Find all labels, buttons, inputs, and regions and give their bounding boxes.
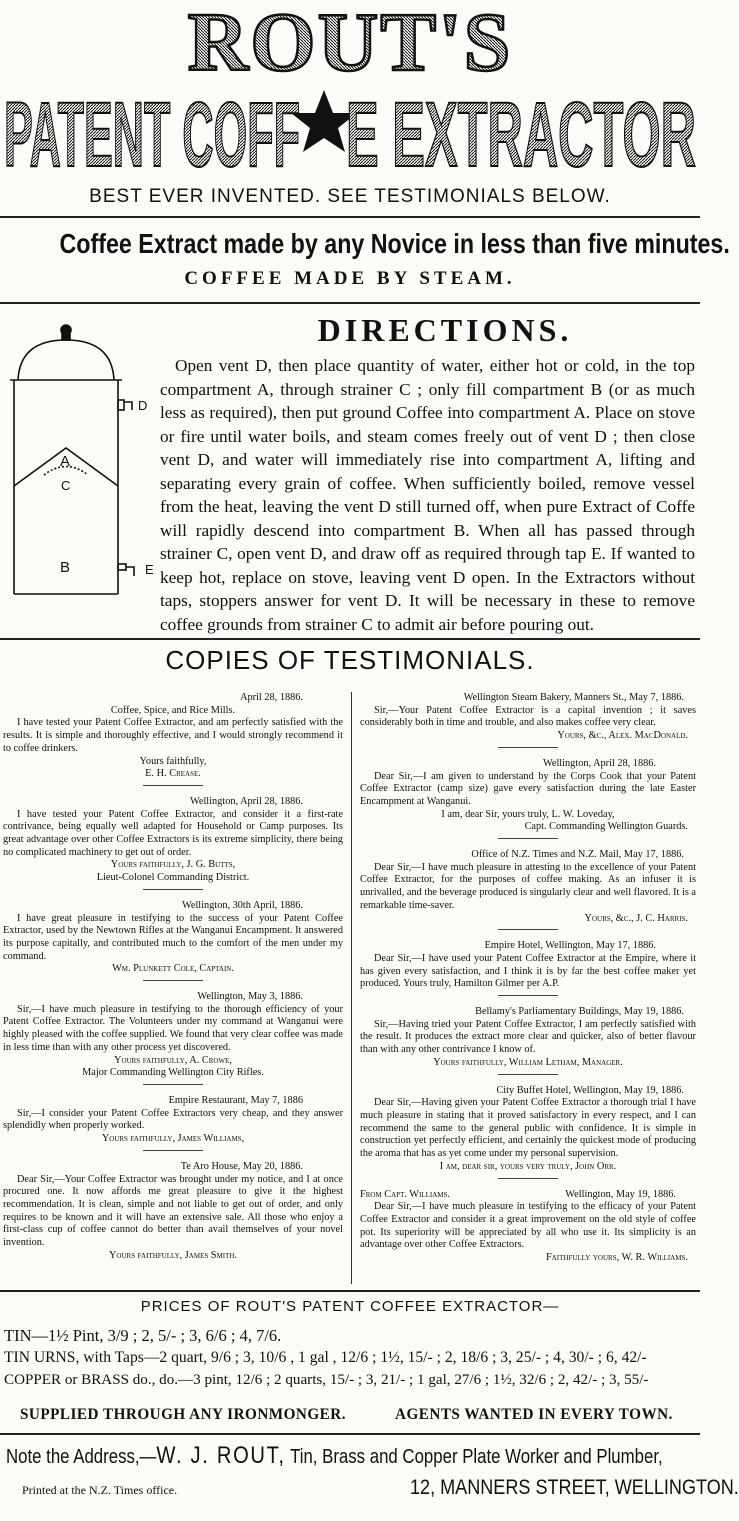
street-address: 12, MANNERS STREET, WELLINGTON. (410, 1476, 739, 1499)
note-prefix: Note the Address,— (6, 1446, 157, 1468)
divider (0, 302, 700, 304)
prices-title: PRICES OF ROUT'S PATENT COFFEE EXTRACTOR— (140, 1298, 560, 1315)
testimonial-signature: Yours, &c., J. C. Harris. (584, 912, 688, 924)
testimonial-signature: Yours faithfully, James Smith. (109, 1249, 237, 1261)
testimonial-date: Wellington, May 3, 1886. (197, 991, 303, 1003)
label-b: B (60, 559, 71, 576)
testimonial-from: From Capt. Williams. (360, 1188, 450, 1200)
testimonial (360, 758, 696, 839)
testimonial-date: Wellington Steam Bakery, Manners St., May 7, 1886. (463, 692, 684, 703)
price-line-copper: COPPER or BRASS do., do.—3 pint, 12/6 ; 2 quarts, 15/- ; 3, 21/- ; 1 gal, 27/6 ; 1½, 32/6 ; 2, 42/- ; 3, 55/- (4, 1372, 649, 1388)
testimonial-signature: Yours faithfully, William Letham, Manager. (433, 1056, 623, 1068)
product-title (0, 80, 700, 186)
testimonial-body: Dear Sir,—I have much pleasure in testifying to the efficacy of your Patent Coffee Extractor and consider it a great improvement on the old style of coffee pot. Its superiority will be appreciated by all who use it. Its simplicity is an advantage over other Coffee Extractors. (360, 1201, 696, 1251)
testimonial (360, 1085, 696, 1179)
testimonial-signature: Yours faithfully, A. Crowe, (114, 1054, 232, 1066)
testimonial-signature: Yours, &c., Alex. MacDonald. (557, 730, 688, 742)
testimonial-date: Wellington, May 19, 1886. (565, 1188, 676, 1200)
testimonial (3, 692, 343, 786)
label-d: D (138, 398, 148, 413)
testimonial-body: Dear Sir,—Your Coffee Extractor was brought under my notice, and I at once procured one. It now affords me great pleasure to give it the highest recommendation. It is clean, simple and not liable to get out of order, and only requires to be known and it will have an extensive sale. All those who enjoy a first-class cup of coffee cannot do better than avail themselves of your novel invention. (3, 1173, 343, 1249)
testimonial-signature: I am, dear sir, yours very truly, John Orr. (439, 1160, 617, 1172)
testimonial (360, 1189, 696, 1265)
testimonial-body: I have tested your Patent Coffee Extractor, and am perfectly satisfied with the results. It is simple and thoroughly effective, and I would strongly recommend it to coffee drinkers. (3, 717, 343, 754)
title-left-text: PATENT COFF (4, 84, 300, 186)
novice-headline: Coffee Extract made by any Novice in less than five minutes. (59, 228, 730, 259)
testimonial-body: Dear Sir,—I am given to understand by the Corps Cook that your Patent Coffee Extractor (camp size) gave every satisfaction during the late Easter Encampment at Wanganui. (360, 770, 696, 807)
testimonial-date: Wellington, 30th April, 1886. (181, 899, 303, 911)
printer-credit: Printed at the N.Z. Times office. (22, 1483, 178, 1497)
brand-text: ROUT'S (187, 0, 513, 89)
testimonial-signature: Faithfully yours, W. R. Williams. (546, 1252, 688, 1264)
testimonial (3, 1161, 343, 1263)
directions-text: Open vent D, then place quantity of water, either hot or cold, in the top compartment A, through strainer C ; only fill compartment B (or as much less as required), then put ground Coffee into compartment A. Place on stove or fire until water boils, and steam comes freely out of vent D ; then close vent D, and water will immediately rise into compartment A, lifting and separating every grain of coffee. When sufficiently boiled, remove vessel from the heat, leaving the vent D still turned off, when pure Extract of Coffe will rapidly descend into compartment B. When all has passed through strainer C, open vent D, and draw off as required through tap E. If wanted to keep hot, replace on stove, leaving vent D open. In the Extractors without taps, stoppers answer for vent D. It will be necessary in these to remove coffee grounds from strainer C to admit air before pouring out. (160, 356, 695, 634)
testimonial (360, 692, 696, 748)
testimonial-body: Sir,—I have much pleasure in testifying to the thorough efficiency of your Patent Coffee Extractor. The Volunteers under my command at Wanganui were highly pleased with the coffee supplied. We found that very clear coffee was made in less time than with any other process yet discovered. (3, 1003, 343, 1053)
title-right-text: E EXTRACTOR (346, 84, 696, 186)
price-line-urns: TIN URNS, with Taps—2 quart, 9/6 ; 3, 10/6 , 1 gal , 12/6 ; 1½, 15/- ; 2, 18/6 ; 3, 25/- ; 4, 30/- ; 6, 42/- (4, 1349, 647, 1366)
testimonial-title: Coffee, Spice, and Rice Mills. (110, 704, 236, 716)
brand-heading (0, 0, 700, 89)
testimonial-signature: Wm. Plunkett Cole, Captain. (112, 963, 234, 975)
coffee-extractor-diagram (0, 318, 158, 600)
price-line-tin: TIN—1½ Pint, 3/9 ; 2, 5/- ; 3, 6/6 ; 4, 7/6. (4, 1326, 282, 1345)
testimonial-body: Sir,—I consider your Patent Coffee Extractors very cheap, and they answer splendidly when properly worked. (3, 1107, 343, 1132)
tagline: BEST EVER INVENTED. SEE TESTIMONIALS BELOW. (89, 186, 611, 207)
directions-title: DIRECTIONS. (317, 312, 573, 348)
supplied-notice: SUPPLIED THROUGH ANY IRONMONGER. (20, 1406, 346, 1423)
testimonial-date: Wellington, April 28, 1886. (189, 795, 303, 807)
testimonial-body: Sir,—Your Patent Coffee Extractor is a capital invention ; it saves considerably both in time and trouble, and also makes coffee very clear. (360, 704, 696, 729)
testimonial-date: Bellamy's Parliamentary Buildings, May 19, 1886. (475, 1006, 684, 1018)
address-note (6, 1442, 663, 1470)
agents-notice: AGENTS WANTED IN EVERY TOWN. (395, 1406, 673, 1423)
testimonials-right-column (360, 692, 696, 1275)
testimonial-date: City Buffet Hotel, Wellington, May 19, 1886. (496, 1084, 684, 1096)
testimonial-body: I have great pleasure in testifying to the success of your Patent Coffee Extractor, used by the Newtown Rifles at the Wanganui Encampment. It answered its purpose capitally, and contributed much to the comfort of the men under my command. (3, 912, 343, 962)
testimonial-signature: Yours faithfully, J. G. Butts, (110, 859, 236, 871)
testimonial-signature: I am, dear Sir, yours truly, L. W. Loveday, (441, 808, 615, 820)
divider (0, 216, 700, 218)
testimonial (3, 991, 343, 1085)
testimonial-position: Capt. Commanding Wellington Guards. (524, 821, 688, 833)
note-name: W. J. ROUT, (156, 1442, 286, 1469)
divider (0, 638, 700, 640)
label-c: C (61, 478, 71, 493)
testimonial-date: Office of N.Z. Times and N.Z. Mail, May 17, 1886. (471, 849, 684, 861)
testimonial-date: Empire Restaurant, May 7, 1886 (168, 1094, 303, 1106)
testimonials-left-column (3, 692, 343, 1272)
testimonial-body: Dear Sir,—I have used your Patent Coffee Extractor at the Empire, where it has given every satisfaction, and I think it is by far the best coffee maker yet produced. Yours truly, Hamilton Gilmer per A.P. (360, 952, 696, 990)
testimonial-closing: Yours faithfully, (139, 755, 207, 767)
label-e: E (145, 562, 154, 577)
testimonial (3, 796, 343, 890)
testimonial-date: Te Aro House, May 20, 1886. (180, 1160, 303, 1172)
testimonials-title: COPIES OF TESTIMONIALS. (165, 645, 535, 675)
divider (0, 1290, 700, 1292)
testimonial-signature: E. H. Crease. (145, 768, 201, 780)
testimonial-signature: Yours faithfully, James Williams, (101, 1133, 245, 1145)
note-trade: Tin, Brass and Copper Plate Worker and Plumber, (290, 1446, 663, 1468)
testimonial-body: Sir,—Having tried your Patent Coffee Extractor, I am perfectly satisfied with the result. It produces the extract more clear and quicker, also of better flavour than with any other contrivance I know of. (360, 1018, 696, 1056)
testimonial (3, 900, 343, 981)
divider (0, 1433, 700, 1435)
testimonial (3, 1095, 343, 1151)
testimonial (360, 1006, 696, 1075)
testimonial-body: Dear Sir,—I have much pleasure in attesting to the excellence of your Patent Coffee Extractor, for the purposes of coffee making. As an infuser it is unrivalled, and the beverage produced is singularly clear and well flavored. It is a remarkable time-saver. (360, 861, 696, 911)
testimonial-date: April 28, 1886. (240, 692, 303, 703)
steam-subhead: COFFEE MADE BY STEAM. (184, 268, 516, 289)
testimonial-position: Major Commanding Wellington City Rifles. (82, 1067, 264, 1079)
testimonial-date: Wellington, April 28, 1886. (542, 757, 656, 769)
testimonial-date: Empire Hotel, Wellington, May 17, 1886. (484, 940, 656, 952)
column-divider (351, 692, 352, 1284)
testimonial-position: Lieut-Colonel Commanding District. (96, 872, 250, 884)
testimonial (360, 849, 696, 930)
testimonial (360, 940, 696, 996)
label-a: A (60, 453, 71, 470)
testimonial-body: Dear Sir,—Having given your Patent Coffee Extractor a thorough trial I have much pleasure in stating that it proved satisfactory in every respect, and I can recommend the same to the general public with confidence. It is simple in construction yet perfectly efficient, and certainly the quickest mode of producing the aroma that has as yet come under my personal supervision. (360, 1097, 696, 1160)
testimonial-body: I have tested your Patent Coffee Extractor, and consider it a first-rate contrivance, being equally well adapted for Household or Camp purposes. Its great advantage over other Coffee Extractors is its extreme simplicity, there being no complicated machinery to get out of order. (3, 808, 343, 858)
